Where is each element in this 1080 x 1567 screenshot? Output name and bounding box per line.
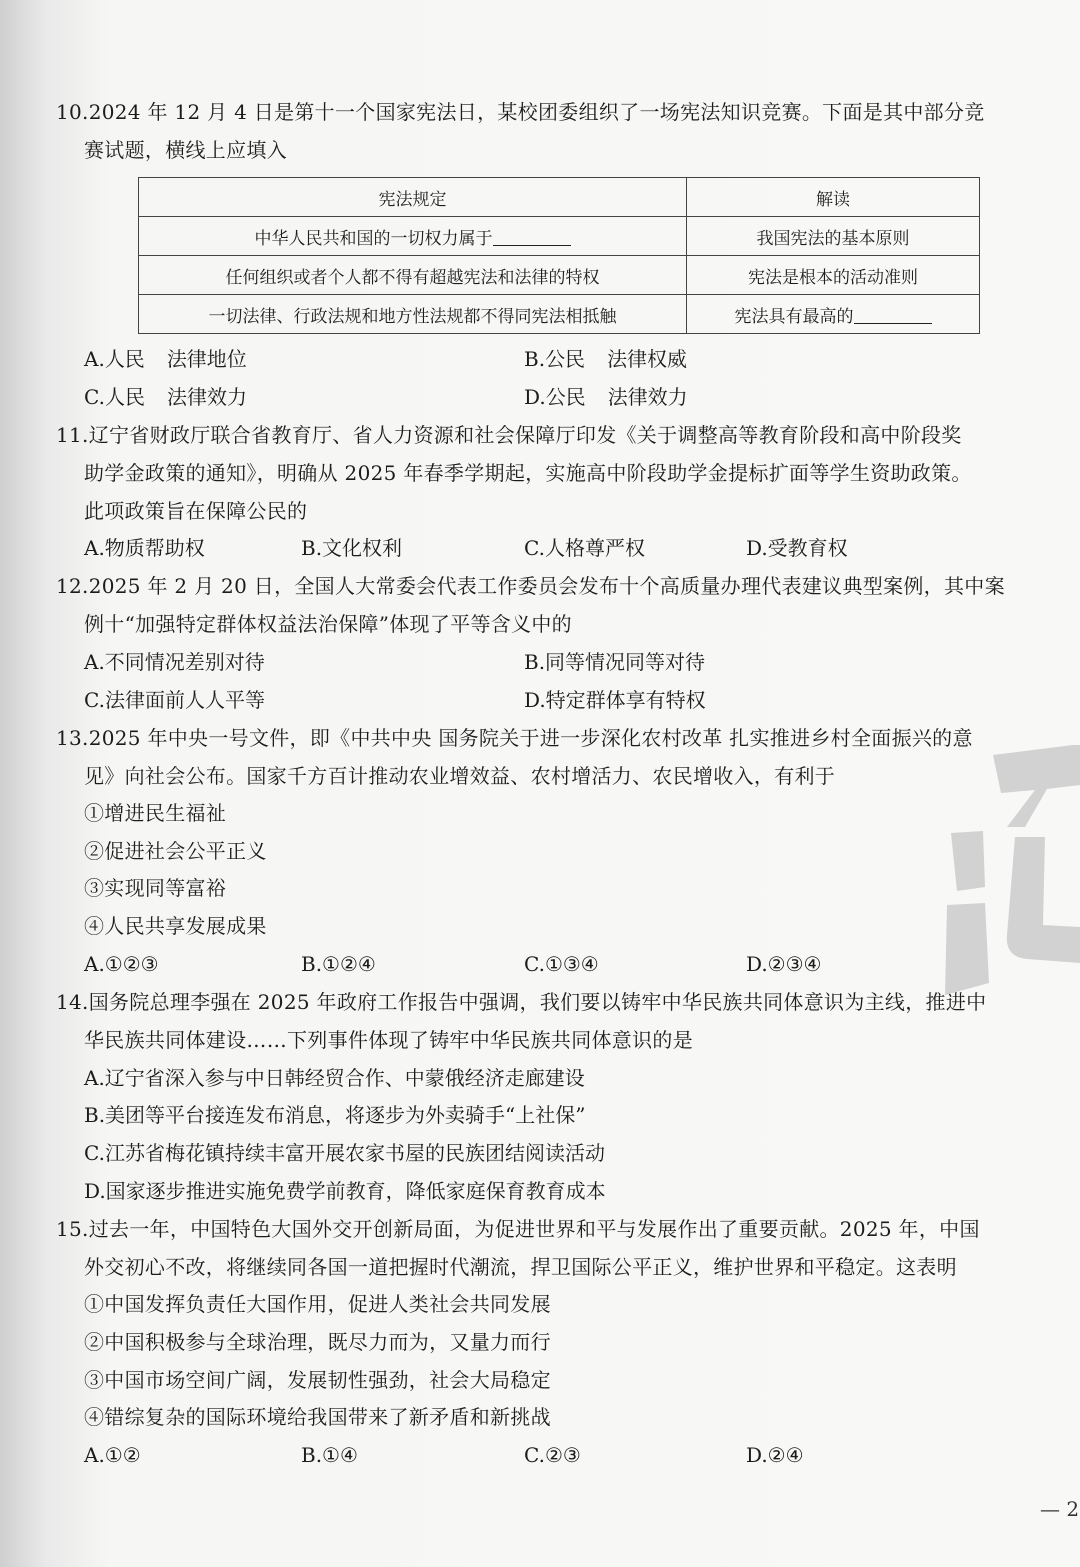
q15-item-2: ②中国积极参与全球治理，既尽力而为，又量力而行: [84, 1330, 551, 1354]
q10-option-d: D.公民 法律效力: [524, 385, 688, 409]
page-number: — 2: [1040, 1497, 1080, 1521]
q15-item-3: ③中国市场空间广阔，发展韧性强劲，社会大局稳定: [84, 1368, 551, 1392]
q13-option-c: C.①③④: [524, 952, 599, 976]
table-row: [139, 256, 980, 295]
q14-option-b: B.美团等平台接连发布消息，将逐步为外卖骑手“上社保”: [84, 1103, 586, 1127]
q10-stem-line-1: 10.2024 年 12 月 4 日是第十一个国家宪法日，某校团委组织了一场宪法知识竞赛。下面是其中部分竞: [56, 100, 985, 124]
answer-blank: [854, 305, 932, 324]
q13-item-4: ④人民共享发展成果: [84, 914, 267, 938]
q10-option-c: C.人民 法律效力: [84, 385, 247, 409]
q15-item-4: ④错综复杂的国际环境给我国带来了新矛盾和新挑战: [84, 1405, 551, 1429]
q11-option-d: D.受教育权: [746, 536, 848, 560]
watermark-logo: [945, 745, 1080, 1005]
q11-option-a: A.物质帮助权: [84, 536, 205, 560]
table-cell: 宪法是根本的活动准则: [687, 256, 980, 295]
q14-option-c: C.江苏省梅花镇持续丰富开展农家书屋的民族团结阅读活动: [84, 1141, 605, 1165]
table-cell-text: 中华人民共和国的一切权力属于: [254, 228, 493, 249]
table-cell: 一切法律、行政法规和地方性法规都不得同宪法相抵触: [139, 295, 687, 334]
table-cell: 我国宪法的基本原则: [687, 217, 980, 256]
q14-stem-line-1: 14.国务院总理李强在 2025 年政府工作报告中强调，我们要以铸牢中华民族共同体意识为主线，推进中: [56, 990, 987, 1014]
table-cell: [687, 295, 980, 334]
table-cell: [139, 217, 687, 256]
q13-option-b: B.①②④: [301, 952, 376, 976]
q15-option-a: A.①②: [84, 1443, 141, 1467]
q11-option-c: C.人格尊严权: [524, 536, 645, 560]
q13-stem-line-1: 13.2025 年中央一号文件，即《中共中央 国务院关于进一步深化农村改革 扎实推进乡村全面振兴的意: [56, 726, 973, 750]
table-row: [139, 295, 980, 334]
table-header-row: [139, 178, 980, 217]
answer-blank: [493, 227, 571, 246]
q13-item-1: ①增进民生福祉: [84, 801, 227, 825]
table-header-cell: 宪法规定: [139, 178, 687, 217]
q11-stem-line-3: 此项政策旨在保障公民的: [84, 499, 308, 523]
q13-option-d: D.②③④: [746, 952, 822, 976]
q15-stem-line-2: 外交初心不改，将继续同各国一道把握时代潮流，捍卫国际公平正义，维护世界和平稳定。这表明: [84, 1255, 957, 1279]
q14-option-d: D.国家逐步推进实施免费学前教育，降低家庭保育教育成本: [84, 1179, 606, 1203]
q12-stem-line-1: 12.2025 年 2 月 20 日，全国人大常委会代表工作委员会发布十个高质量办理代表建议典型案例，其中案: [56, 574, 1005, 598]
table-cell-text: 宪法具有最高的: [734, 306, 854, 327]
q15-option-d: D.②④: [746, 1443, 804, 1467]
table-header-cell: 解读: [687, 178, 980, 217]
q12-option-c: C.法律面前人人平等: [84, 688, 265, 712]
watermark-icon: [945, 745, 1080, 1005]
q12-option-d: D.特定群体享有特权: [524, 688, 706, 712]
q14-stem-line-2: 华民族共同体建设……下列事件体现了铸牢中华民族共同体意识的是: [84, 1028, 693, 1052]
q12-stem-line-2: 例十“加强特定群体权益法治保障”体现了平等含义中的: [84, 612, 572, 636]
q13-item-3: ③实现同等富裕: [84, 876, 227, 900]
table-row: [139, 217, 980, 256]
q11-stem-line-2: 助学金政策的通知》，明确从 2025 年春季学期起，实施高中阶段助学金提标扩面等学生资助政策。: [84, 461, 972, 485]
q10-option-b: B.公民 法律权威: [524, 347, 688, 371]
q10-stem-line-2: 赛试题，横线上应填入: [84, 138, 287, 162]
q13-item-2: ②促进社会公平正义: [84, 839, 267, 863]
q11-stem-line-1: 11.辽宁省财政厅联合省教育厅、省人力资源和社会保障厅印发《关于调整高等教育阶段和高中阶段奖: [56, 423, 962, 447]
q15-stem-line-1: 15.过去一年，中国特色大国外交开创新局面，为促进世界和平与发展作出了重要贡献。2025 年，中国: [56, 1217, 980, 1241]
q14-option-a: A.辽宁省深入参与中日韩经贸合作、中蒙俄经济走廊建设: [84, 1066, 585, 1090]
q15-item-1: ①中国发挥负责任大国作用，促进人类社会共同发展: [84, 1292, 551, 1316]
q15-option-c: C.②③: [524, 1443, 581, 1467]
q15-option-b: B.①④: [301, 1443, 358, 1467]
table-cell: 任何组织或者个人都不得有超越宪法和法律的特权: [139, 256, 687, 295]
q12-option-a: A.不同情况差别对待: [84, 650, 265, 674]
q10-option-a: A.人民 法律地位: [84, 347, 247, 371]
q13-stem-line-2: 见》向社会公布。国家千方百计推动农业增效益、农村增活力、农民增收入，有利于: [84, 764, 836, 788]
q13-option-a: A.①②③: [84, 952, 159, 976]
q12-option-b: B.同等情况同等对待: [524, 650, 706, 674]
q11-option-b: B.文化权利: [301, 536, 403, 560]
constitution-table: [138, 177, 980, 334]
